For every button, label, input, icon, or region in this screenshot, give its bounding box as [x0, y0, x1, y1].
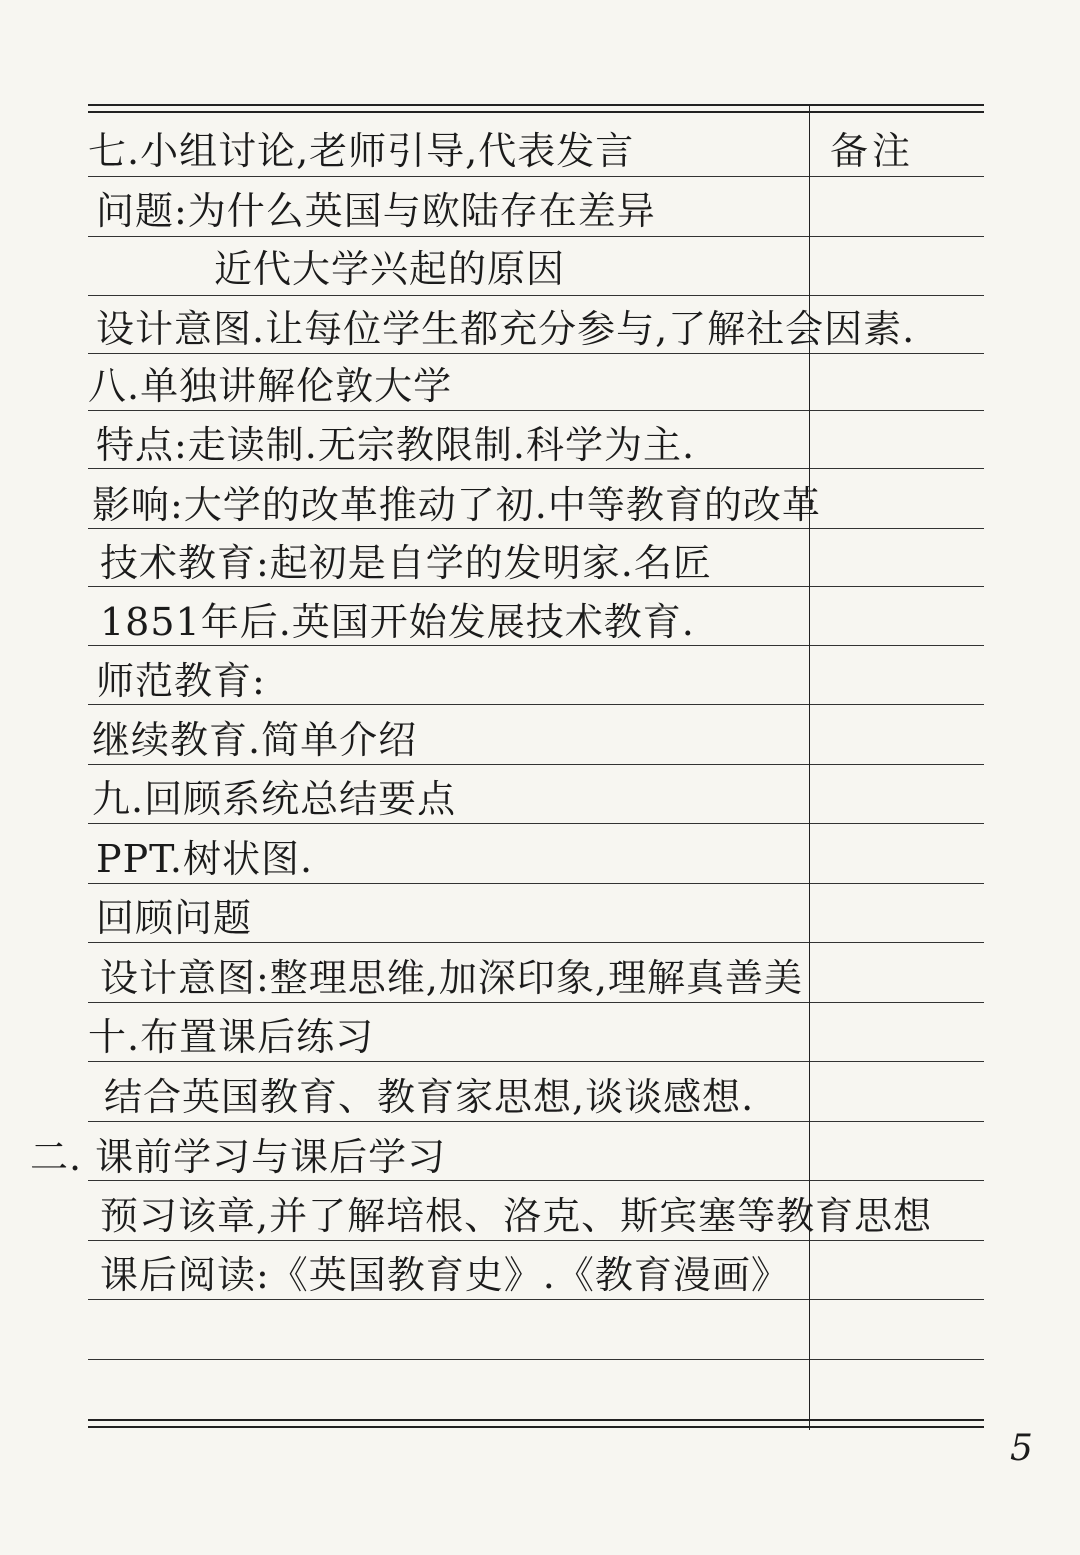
note-line: 特点:走读制.无宗教限制.科学为主. [96, 423, 696, 467]
note-line: 二. 课前学习与课后学习 [30, 1135, 447, 1179]
note-line: 八.单独讲解伦敦大学 [88, 364, 453, 408]
note-line: 十.布置课后练习 [88, 1015, 375, 1059]
bottom-double-rule [88, 1419, 984, 1428]
ruled-line [88, 1359, 984, 1360]
note-line: 设计意图:整理思维,加深印象,理解真善美 [100, 956, 803, 1000]
page-number: 5 [1010, 1428, 1033, 1469]
note-line: 继续教育.简单介绍 [92, 718, 418, 762]
note-line: PPT.树状图. [96, 837, 314, 881]
note-line: 技术教育:起初是自学的发明家.名匠 [100, 541, 712, 585]
note-line: 课后阅读:《英国教育史》.《教育漫画》 [100, 1253, 790, 1297]
remarks-column-header: 备注 [830, 129, 915, 173]
note-line: 预习该章,并了解培根、洛克、斯宾塞等教育思想 [100, 1194, 933, 1238]
note-line: 师范教育: [96, 659, 266, 703]
note-line: 近代大学兴起的原因 [214, 247, 566, 291]
note-line: 设计意图.让每位学生都充分参与,了解社会因素. [96, 307, 916, 351]
note-line: 问题:为什么英国与欧陆存在差异 [96, 189, 656, 233]
top-double-rule [88, 104, 984, 113]
note-line: 回顾问题 [96, 896, 253, 940]
note-line: 七.小组讨论,老师引导,代表发言 [88, 129, 635, 173]
note-line: 影响:大学的改革推动了初.中等教育的改革 [92, 483, 821, 527]
note-line: 1851年后.英国开始发展技术教育. [100, 600, 695, 644]
note-line: 结合英国教育、教育家思想,谈谈感想. [104, 1075, 755, 1119]
note-line: 九.回顾系统总结要点 [92, 777, 457, 821]
